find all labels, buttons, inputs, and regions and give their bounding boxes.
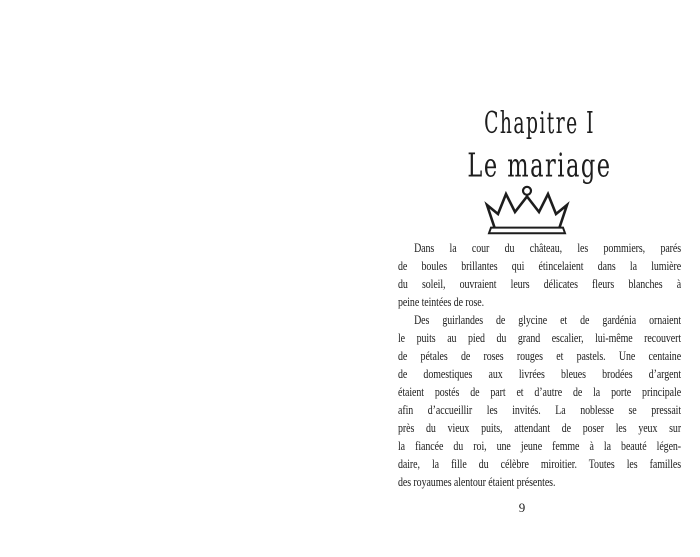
text-line: de domestiques aux livrées bleues brodées d’argent [398, 366, 682, 381]
text-line: des royaumes alentour étaient présentes. [398, 474, 556, 489]
text-line: du soleil, ouvraient leurs délicates fleurs blanches à [398, 276, 682, 291]
crown-icon [482, 185, 572, 235]
paragraph-1 [398, 239, 681, 311]
text-line: près du vieux puits, attendant de poser les yeux sur [398, 420, 682, 435]
page-number: 9 [518, 500, 526, 515]
text-line: Des guirlandes de glycine et de gardénia ornaient [414, 312, 682, 327]
text-line: Dans la cour du château, les pommiers, parés [414, 240, 682, 255]
text-line: de pétales de roses rouges et pastels. Une centaine [398, 348, 682, 363]
text-line: le puits au pied du grand escalier, lui-même recouvert [398, 330, 682, 345]
paragraph-2 [398, 311, 681, 491]
text-line: étaient postés de part et d’autre de la porte principale [398, 384, 682, 399]
chapter-title: Le mariage [467, 146, 612, 186]
chapter-heading: Chapitre I [484, 106, 595, 142]
text-line: daire, la fille du célèbre miroitier. Toutes les familles [398, 456, 682, 471]
text-line: de boules brillantes qui étincelaient dans la lumière [398, 258, 682, 273]
text-line: afin d’accueillir les invités. La noblesse se pressait [398, 402, 682, 417]
text-line: la fiancée du roi, une jeune femme à la beauté légen- [398, 438, 682, 453]
body-text [398, 239, 681, 491]
text-line: peine teintées de rose. [398, 294, 485, 309]
